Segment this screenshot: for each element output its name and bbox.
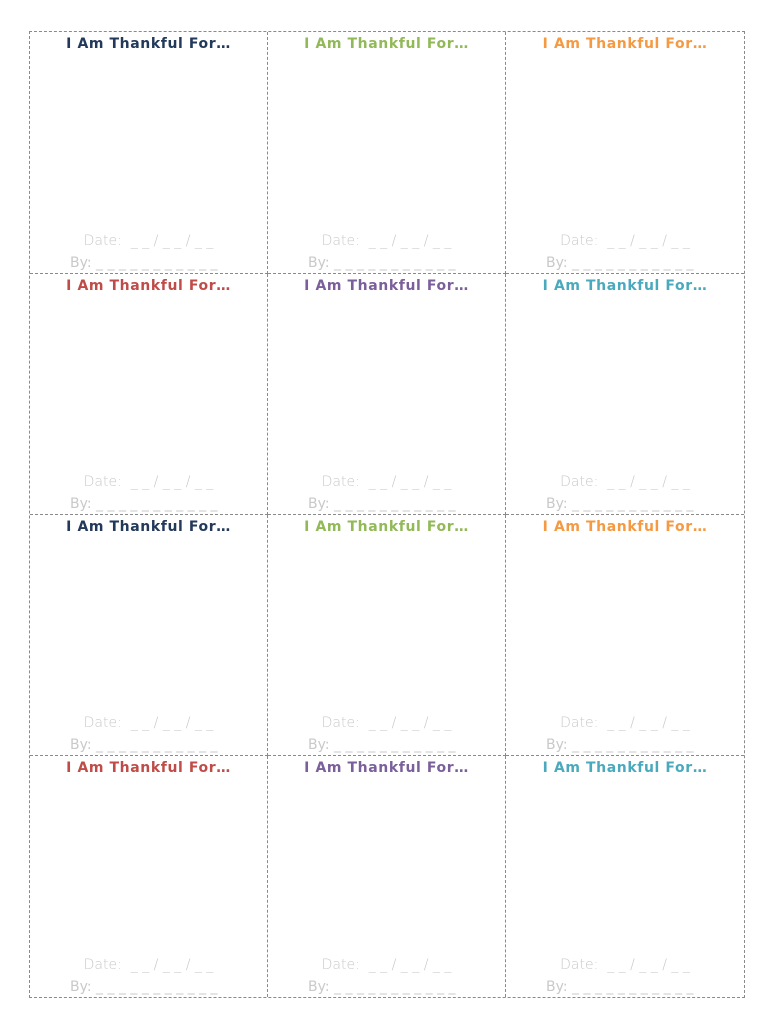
- card-title: I Am Thankful For…: [66, 760, 231, 776]
- thankful-card: [30, 756, 268, 997]
- date-line: Date: _ _ / _ _ / _ _: [83, 474, 214, 490]
- thankful-card: [268, 32, 506, 274]
- date-line: Date: _ _ / _ _ / _ _: [83, 715, 214, 731]
- date-line: Date: _ _ / _ _ / _ _: [83, 957, 214, 973]
- by-line: By: _ _ _ _ _ _ _ _ _ _ _: [546, 496, 694, 512]
- thankful-card: [506, 756, 744, 997]
- card-title: I Am Thankful For…: [304, 36, 469, 52]
- date-line: Date: _ _ / _ _ / _ _: [560, 474, 690, 490]
- by-line: By: _ _ _ _ _ _ _ _ _ _ _: [308, 496, 456, 512]
- thankful-card: [30, 515, 268, 756]
- thankful-card: [30, 274, 268, 515]
- card-title: I Am Thankful For…: [66, 519, 231, 535]
- card-title: I Am Thankful For…: [66, 278, 231, 294]
- by-line: By: _ _ _ _ _ _ _ _ _ _ _: [70, 737, 218, 753]
- date-line: Date: _ _ / _ _ / _ _: [560, 715, 690, 731]
- thankful-card: [506, 32, 744, 274]
- by-line: By: _ _ _ _ _ _ _ _ _ _ _: [308, 737, 456, 753]
- card-title: I Am Thankful For…: [542, 36, 708, 52]
- by-line: By: _ _ _ _ _ _ _ _ _ _ _: [546, 737, 694, 753]
- thankful-card: [506, 515, 744, 756]
- by-line: By: _ _ _ _ _ _ _ _ _ _ _: [308, 979, 456, 995]
- by-line: By: _ _ _ _ _ _ _ _ _ _ _: [70, 255, 218, 271]
- card-title: I Am Thankful For…: [304, 278, 469, 294]
- thankful-card: [268, 274, 506, 515]
- thankful-card: [268, 515, 506, 756]
- date-line: Date: _ _ / _ _ / _ _: [560, 233, 690, 249]
- date-line: Date: _ _ / _ _ / _ _: [83, 233, 214, 249]
- date-line: Date: _ _ / _ _ / _ _: [321, 474, 452, 490]
- card-title: I Am Thankful For…: [304, 519, 469, 535]
- date-line: Date: _ _ / _ _ / _ _: [321, 957, 452, 973]
- date-line: Date: _ _ / _ _ / _ _: [560, 957, 690, 973]
- by-line: By: _ _ _ _ _ _ _ _ _ _ _: [546, 979, 694, 995]
- thankful-card: [268, 756, 506, 997]
- by-line: By: _ _ _ _ _ _ _ _ _ _ _: [70, 979, 218, 995]
- card-title: I Am Thankful For…: [542, 760, 708, 776]
- by-line: By: _ _ _ _ _ _ _ _ _ _ _: [308, 255, 456, 271]
- date-line: Date: _ _ / _ _ / _ _: [321, 715, 452, 731]
- by-line: By: _ _ _ _ _ _ _ _ _ _ _: [70, 496, 218, 512]
- thankful-card: [30, 32, 268, 274]
- card-title: I Am Thankful For…: [542, 278, 708, 294]
- by-line: By: _ _ _ _ _ _ _ _ _ _ _: [546, 255, 694, 271]
- card-sheet: [29, 31, 745, 998]
- card-title: I Am Thankful For…: [304, 760, 469, 776]
- thankful-card: [506, 274, 744, 515]
- card-title: I Am Thankful For…: [66, 36, 231, 52]
- card-title: I Am Thankful For…: [542, 519, 708, 535]
- date-line: Date: _ _ / _ _ / _ _: [321, 233, 452, 249]
